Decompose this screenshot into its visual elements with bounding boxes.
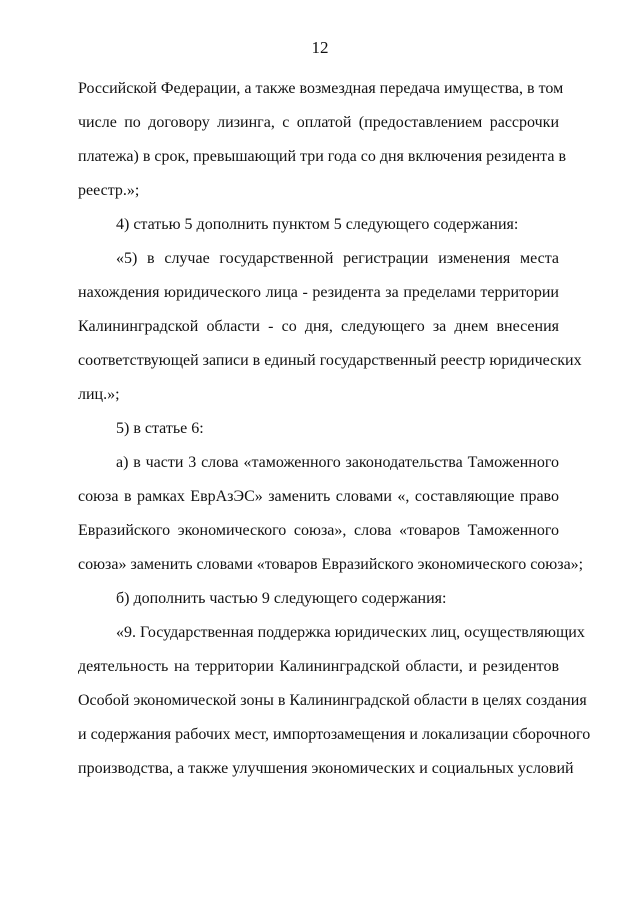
- page-number: 12: [311, 38, 329, 57]
- paragraph-item-4: [78, 208, 559, 242]
- paragraph-continuation: [78, 72, 567, 208]
- text-line: Калининградской области - со дня, следующего за днем внесения: [78, 318, 559, 335]
- text-line: соответствующей записи в единый государственный реестр юридических: [78, 352, 582, 369]
- text-line: союза» заменить словами «товаров Евразийского экономического союза»;: [78, 556, 584, 573]
- text-line: платежа) в срок, превышающий три года со дня включения резидента в: [78, 148, 567, 165]
- paragraph-subitem-b: [78, 582, 559, 616]
- text-line: «5) в случае государственной регистрации изменения места: [116, 250, 559, 267]
- paragraph-subitem-a: [78, 446, 584, 582]
- text-line: союза в рамках ЕврАзЭС» заменить словами «, составляющие право: [78, 488, 559, 505]
- text-line: Особой экономической зоны в Калининградской области в целях создания: [78, 692, 587, 709]
- text-line: Российской Федерации, а также возмездная передача имущества, в том: [78, 80, 564, 97]
- paragraph-quote-9: [78, 616, 591, 786]
- text-line: 4) статью 5 дополнить пунктом 5 следующего содержания:: [116, 216, 519, 233]
- text-line: Евразийского экономического союза», слова «товаров Таможенного: [78, 522, 559, 539]
- document-body: [78, 72, 591, 786]
- text-line: числе по договору лизинга, с оплатой (предоставлением рассрочки: [78, 114, 559, 131]
- text-line: «9. Государственная поддержка юридических лиц, осуществляющих: [116, 624, 585, 641]
- paragraph-item-5: [78, 412, 559, 446]
- text-line: 5) в статье 6:: [116, 420, 204, 437]
- text-line: лиц.»;: [78, 386, 120, 403]
- text-line: а) в части 3 слова «таможенного законодательства Таможенного: [116, 454, 559, 471]
- text-line: и содержания рабочих мест, импортозамещения и локализации сборочного: [78, 726, 591, 743]
- text-line: нахождения юридического лица - резидента за пределами территории: [78, 284, 559, 301]
- text-line: производства, а также улучшения экономических и социальных условий: [78, 760, 574, 777]
- text-line: б) дополнить частью 9 следующего содержания:: [116, 590, 447, 607]
- text-line: деятельность на территории Калининградской области, и резидентов: [78, 658, 559, 675]
- text-line: реестр.»;: [78, 182, 140, 199]
- paragraph-quote-5: [78, 242, 582, 412]
